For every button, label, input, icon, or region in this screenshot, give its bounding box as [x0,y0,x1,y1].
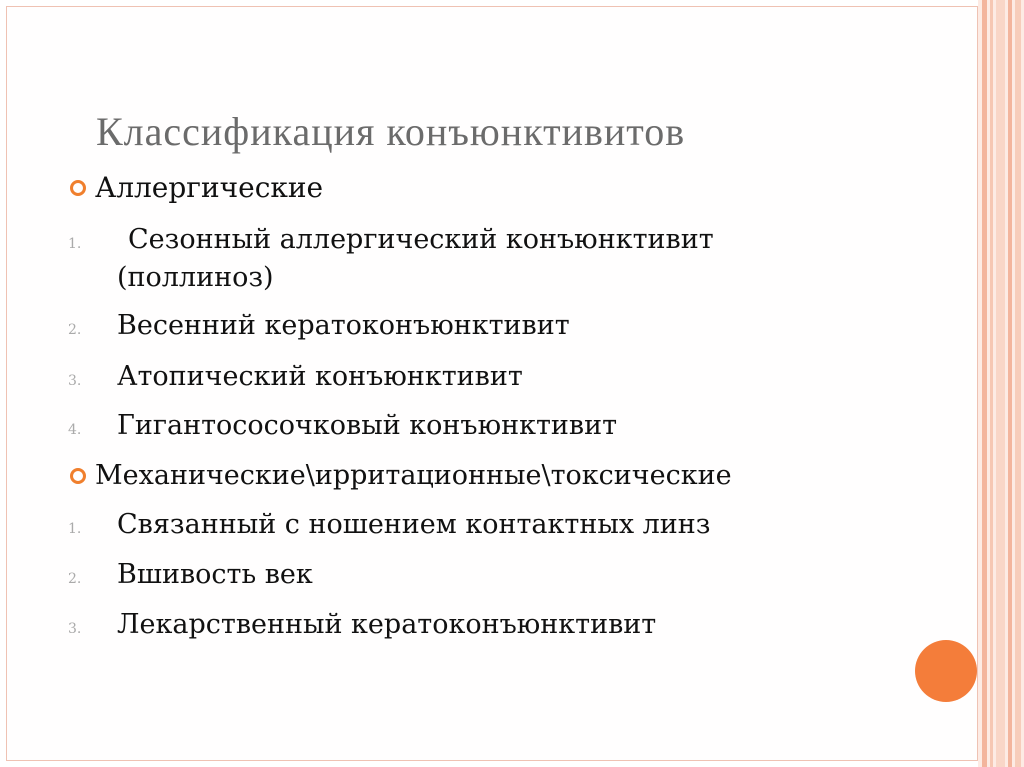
bullet-circle-icon [70,468,86,484]
list-item-text: Вшивость век [117,559,313,590]
decorative-orange-circle [915,640,977,702]
section-heading-label: Механические\ирритационные\токсические [95,460,732,491]
bullet-circle-icon [70,180,86,196]
list-item-text: Связанный с ношением контактных линз [117,509,711,540]
list-item-text: Атопический конъюнктивит [117,361,523,392]
list-item-number: 1. [68,236,82,252]
section-heading-label: Аллергические [95,171,324,204]
list-item-number: 2. [68,571,82,587]
stripe [996,0,1005,767]
stripe [982,0,987,767]
list-item-text: (поллиноз) [117,262,274,293]
list-item-number: 1. [68,521,82,537]
list-item-text: Весенний кератоконъюнктивит [117,310,570,341]
list-item-text: Гигантососочковый конъюнктивит [117,410,618,441]
slide-title: Классификация конъюнктивитов [96,109,686,154]
stripe [1008,0,1012,767]
stripe [1015,0,1021,767]
list-item-text: Лекарственный кератоконъюнктивит [117,609,657,640]
list-item-text: Сезонный аллергический конъюнктивит [128,224,714,255]
stripe [990,0,993,767]
list-item-number: 4. [68,422,82,438]
list-item-number: 3. [68,373,82,389]
list-item-number: 2. [68,322,82,338]
list-item-number: 3. [68,621,82,637]
